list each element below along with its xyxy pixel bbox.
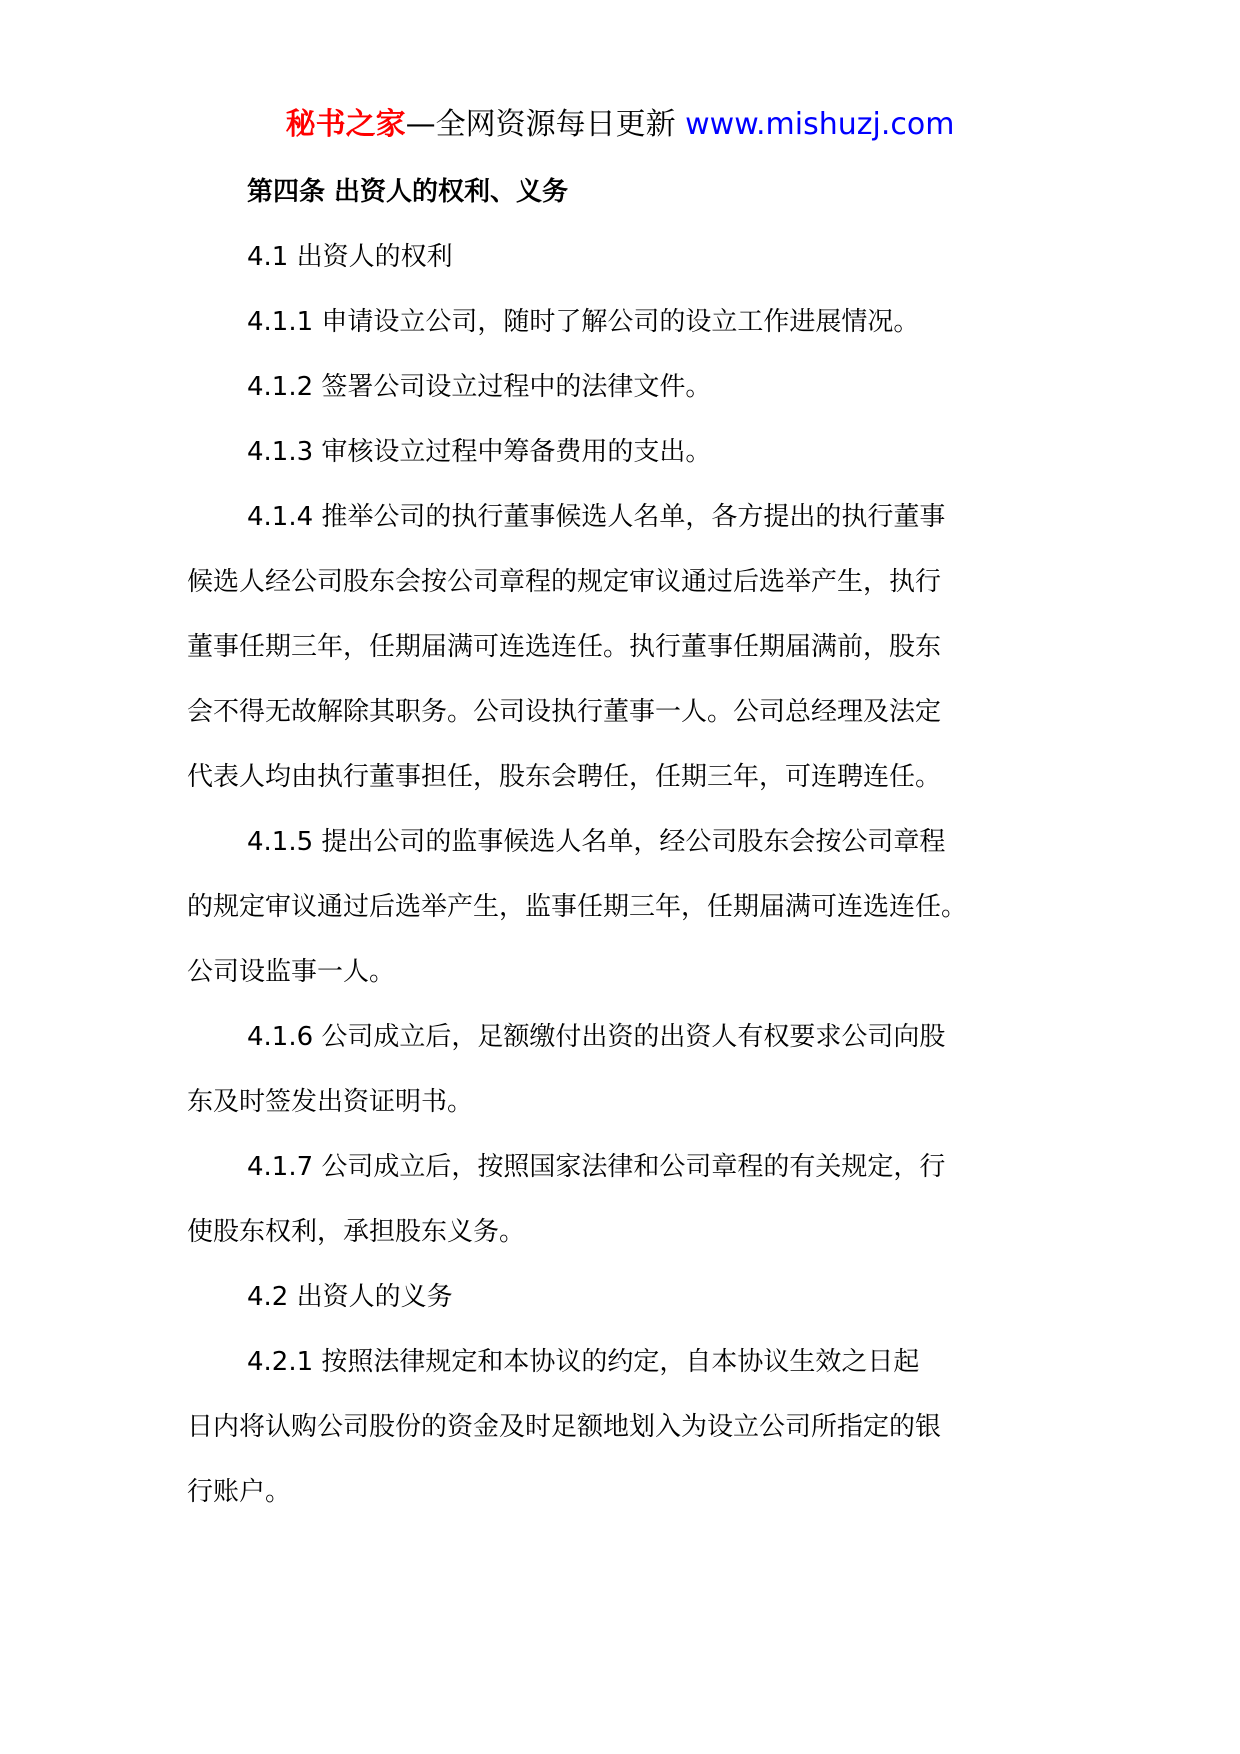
clause-4-2-1-line-2: 日内将认购公司股份的资金及时足额地划入为设立公司所指定的银	[187, 1412, 942, 1442]
brand-name: 秘书之家	[285, 107, 406, 142]
clause-4-2-1-line-3: 行账户。	[187, 1477, 292, 1507]
clause-4-2-1-line-1: 4.2.1 按照法律规定和本协议的约定，自本协议生效之日起	[247, 1347, 920, 1377]
site-url-link[interactable]: www.mishuzj.com	[685, 107, 955, 142]
document-body	[187, 160, 1067, 1525]
clause-4-1-6-line-1: 4.1.6 公司成立后，足额缴付出资的出资人有权要求公司向股	[247, 1022, 946, 1052]
clause-4-1-4-line-1: 4.1.4 推举公司的执行董事候选人名单，各方提出的执行董事	[247, 502, 946, 532]
clause-4-1-7-line-1: 4.1.7 公司成立后，按照国家法律和公司章程的有关规定，行	[247, 1152, 946, 1182]
clause-4-1-5-line-2: 的规定审议通过后选举产生，监事任期三年，任期届满可连选连任。	[187, 892, 968, 922]
clause-4-1-4-line-3: 董事任期三年，任期届满可连选连任。执行董事任期届满前，股东	[187, 632, 942, 662]
clause-4-1-5-line-1: 4.1.5 提出公司的监事候选人名单，经公司股东会按公司章程	[247, 827, 946, 857]
header-tagline: —全网资源每日更新	[405, 107, 686, 142]
clause-4-1-6-line-2: 东及时签发出资证明书。	[187, 1087, 474, 1117]
clause-4-1-5-line-3: 公司设监事一人。	[187, 957, 396, 987]
section-heading-4-2: 4.2 出资人的义务	[247, 1282, 453, 1312]
clause-4-1-3: 4.1.3 审核设立过程中筹备费用的支出。	[247, 437, 712, 467]
clause-4-1-4-line-5: 代表人均由执行董事担任，股东会聘任，任期三年，可连聘连任。	[187, 762, 942, 792]
section-heading-4-1: 4.1 出资人的权利	[247, 242, 453, 272]
clause-4-1-2: 4.1.2 签署公司设立过程中的法律文件。	[247, 372, 712, 402]
clause-4-1-4-line-4: 会不得无故解除其职务。公司设执行董事一人。公司总经理及法定	[187, 697, 942, 727]
clause-4-1-7-line-2: 使股东权利，承担股东义务。	[187, 1217, 526, 1247]
article-heading: 第四条 出资人的权利、义务	[247, 177, 569, 207]
clause-4-1-4-line-2: 候选人经公司股东会按公司章程的规定审议通过后选举产生，执行	[187, 567, 942, 597]
page-header	[0, 103, 1240, 147]
clause-4-1-1: 4.1.1 申请设立公司，随时了解公司的设立工作进展情况。	[247, 307, 920, 337]
